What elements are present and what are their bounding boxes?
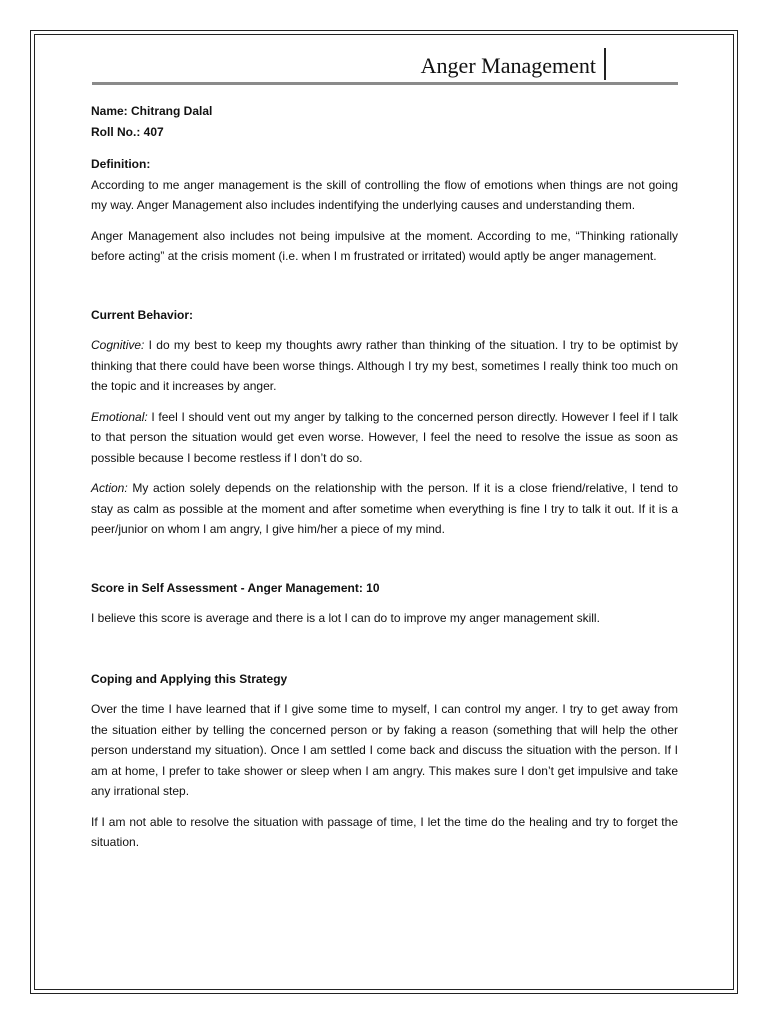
emotional-text: I feel I should vent out my anger by talking to the concerned person directly. However I feel if I talk to that person the situation would get even worse. However, I feel the need to resolve the issue as soon as possible because I become restless if I don’t do so. (91, 409, 678, 465)
cognitive-label: Cognitive: (91, 338, 145, 352)
emotional-label: Emotional: (91, 409, 148, 424)
cognitive-paragraph (91, 335, 678, 397)
document-body (91, 101, 678, 853)
emotional-paragraph (91, 407, 678, 469)
coping-heading: Coping and Applying this Strategy (91, 671, 288, 686)
coping-paragraph-1: Over the time I have learned that if I give some time to myself, I can control my anger. I try to get away from the situation either by telling the concerned person or by faking a reason (something that will help the other person understand my situation). Once I am settled I come back and discuss the situation with the person. If I am at home, I prefer to take shower or sleep when I am angry. This makes sure I don’t get impulsive and take any irrational step. (91, 702, 678, 798)
score-paragraph: I believe this score is average and there is a lot I can do to improve my anger management skill. (91, 611, 600, 625)
score-heading: Score in Self Assessment - Anger Management: 10 (91, 580, 380, 595)
definition-paragraph-2: Anger Management also includes not being impulsive at the moment. According to me, “Thinking rationally before acting” at the crisis moment (i.e. when I m frustrated or irritated) would aptly be anger management. (91, 228, 678, 263)
roll-number: Roll No.: 407 (91, 124, 164, 139)
student-name: Name: Chitrang Dalal (91, 104, 213, 118)
page-title: Anger Management (420, 53, 596, 78)
action-label: Action: (91, 481, 128, 495)
coping-paragraph-2: If I am not able to resolve the situation with passage of time, I let the time do the healing and try to forget the situation. (91, 814, 678, 849)
action-text: My action solely depends on the relationship with the person. If it is a close friend/relative, I tend to stay as calm as possible at the moment and after sometime when everything is fine I try to talk it out. If it is a peer/junior on whom I am angry, I give him/her a piece of my mind. (91, 481, 678, 536)
header-divider (604, 48, 606, 80)
cognitive-text: I do my best to keep my thoughts awry rather than thinking of the situation. I try to be optimist by thinking that there could have been worse things. Although I try my best, sometimes I really think too much on the topic and it increases by anger. (91, 338, 678, 393)
header-rule (92, 82, 678, 85)
current-behavior-heading: Current Behavior: (91, 307, 194, 322)
definition-paragraph-1: According to me anger management is the skill of controlling the flow of emotions when things are not going my way. Anger Management also includes indentifying the underlying causes and understanding them. (91, 177, 678, 212)
definition-heading: Definition: (91, 157, 151, 171)
action-paragraph (91, 478, 678, 540)
